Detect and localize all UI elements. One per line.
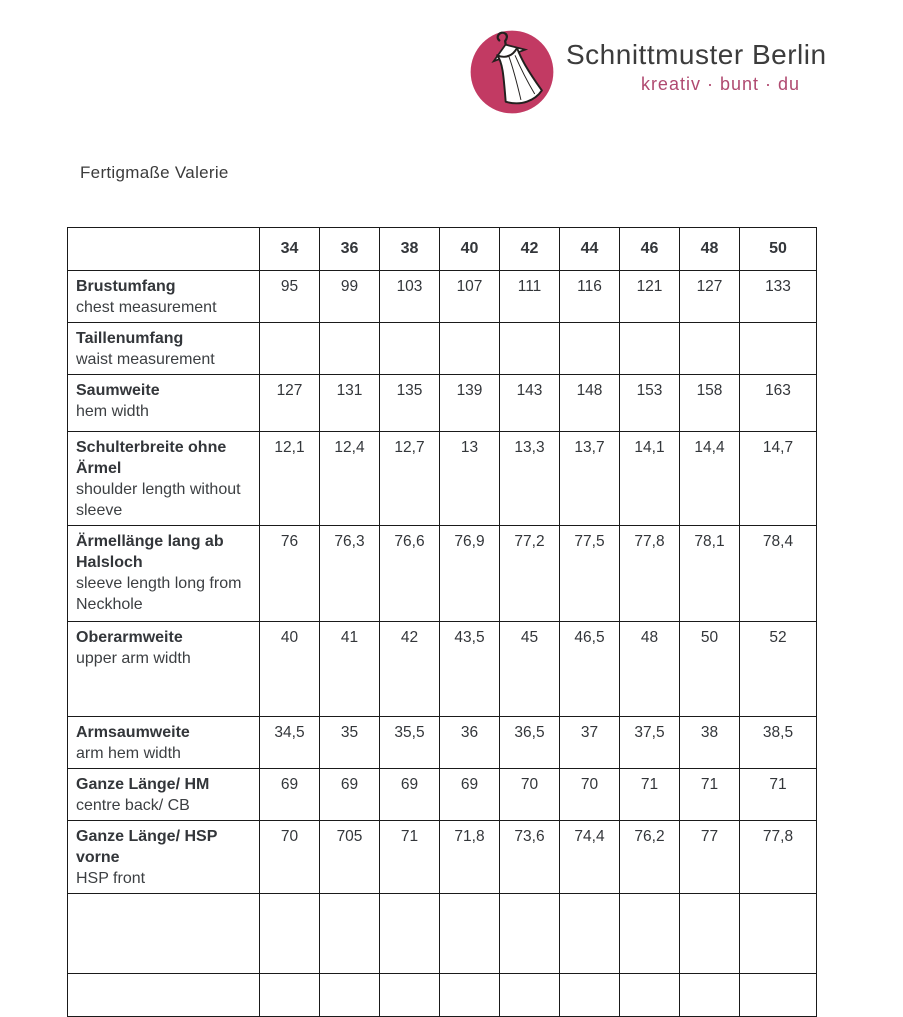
size-column-header: 46 (620, 228, 680, 271)
label-english: upper arm width (76, 650, 191, 667)
table-row (68, 526, 817, 622)
measurement-label-cell (68, 717, 260, 769)
label-english: arm hem width (76, 745, 181, 762)
measurement-value-cell: 40 (260, 622, 320, 717)
measurement-value-cell: 135 (380, 375, 440, 432)
measurement-value-cell: 78,1 (680, 526, 740, 622)
measurement-value-cell: 52 (740, 622, 817, 717)
measurement-value-cell: 14,7 (740, 432, 817, 526)
label-german: Schulterbreite ohne Ärmel (76, 439, 227, 477)
size-column-header: 34 (260, 228, 320, 271)
measurement-value-cell: 76,2 (620, 821, 680, 894)
measurement-label-cell (68, 894, 260, 974)
measurement-value-cell (680, 323, 740, 375)
measurement-value-cell (500, 894, 560, 974)
brand-logo (468, 28, 827, 116)
measurement-value-cell: 705 (320, 821, 380, 894)
measurement-value-cell: 42 (380, 622, 440, 717)
measurement-value-cell: 36,5 (500, 717, 560, 769)
measurement-value-cell (740, 894, 817, 974)
measurement-value-cell (560, 894, 620, 974)
measurement-value-cell: 131 (320, 375, 380, 432)
measurement-value-cell: 148 (560, 375, 620, 432)
measurement-value-cell: 77,2 (500, 526, 560, 622)
measurement-value-cell: 77,8 (620, 526, 680, 622)
measurement-value-cell: 74,4 (560, 821, 620, 894)
measurement-value-cell: 13,7 (560, 432, 620, 526)
measurement-label-cell (68, 769, 260, 821)
measurement-label-cell (68, 323, 260, 375)
measurement-label-cell (68, 271, 260, 323)
label-german: Ganze Länge/ HSP vorne (76, 828, 218, 866)
measurement-value-cell: 71 (620, 769, 680, 821)
measurement-value-cell: 127 (680, 271, 740, 323)
measurement-value-cell: 34,5 (260, 717, 320, 769)
measurement-value-cell (620, 974, 680, 1017)
measurement-value-cell: 71 (680, 769, 740, 821)
label-english: waist measurement (76, 351, 215, 368)
measurement-value-cell: 143 (500, 375, 560, 432)
measurement-value-cell: 139 (440, 375, 500, 432)
measurement-value-cell (380, 323, 440, 375)
size-column-header: 48 (680, 228, 740, 271)
measurement-value-cell: 37,5 (620, 717, 680, 769)
label-german: Saumweite (76, 382, 160, 399)
measurement-value-cell: 73,6 (500, 821, 560, 894)
measurement-value-cell: 127 (260, 375, 320, 432)
measurement-value-cell (560, 323, 620, 375)
measurement-value-cell: 70 (260, 821, 320, 894)
measurement-value-cell: 38,5 (740, 717, 817, 769)
label-english: shoulder length without sleeve (76, 481, 241, 519)
measurement-value-cell: 95 (260, 271, 320, 323)
table-row (68, 622, 817, 717)
measurement-value-cell: 35,5 (380, 717, 440, 769)
measurement-value-cell (380, 974, 440, 1017)
measurement-value-cell: 78,4 (740, 526, 817, 622)
measurement-value-cell: 99 (320, 271, 380, 323)
measurement-label-cell (68, 821, 260, 894)
measurement-value-cell: 14,1 (620, 432, 680, 526)
measurement-value-cell (620, 323, 680, 375)
measurement-value-cell (440, 974, 500, 1017)
measurement-value-cell (320, 323, 380, 375)
label-english: HSP front (76, 870, 146, 887)
measurement-value-cell: 103 (380, 271, 440, 323)
measurement-value-cell (260, 323, 320, 375)
table-row (68, 717, 817, 769)
table-row (68, 769, 817, 821)
size-column-header: 38 (380, 228, 440, 271)
measurement-value-cell: 133 (740, 271, 817, 323)
measurement-value-cell: 12,1 (260, 432, 320, 526)
measurement-value-cell: 36 (440, 717, 500, 769)
measurement-label-cell (68, 432, 260, 526)
measurement-value-cell (560, 974, 620, 1017)
measurement-value-cell: 76,6 (380, 526, 440, 622)
measurement-value-cell: 13 (440, 432, 500, 526)
measurement-value-cell: 69 (320, 769, 380, 821)
table-row (68, 323, 817, 375)
measurement-value-cell (740, 323, 817, 375)
label-german: Ganze Länge/ HM (76, 776, 210, 793)
measurement-value-cell: 77,5 (560, 526, 620, 622)
measurement-value-cell: 14,4 (680, 432, 740, 526)
label-english: chest measurement (76, 299, 217, 316)
measurement-value-cell: 69 (440, 769, 500, 821)
label-english: centre back/ CB (76, 797, 190, 814)
measurement-value-cell: 45 (500, 622, 560, 717)
measurement-value-cell: 76 (260, 526, 320, 622)
brand-tagline: kreativ · bunt · du (640, 73, 800, 94)
measurement-value-cell: 163 (740, 375, 817, 432)
measurement-value-cell (320, 974, 380, 1017)
measurement-value-cell (260, 974, 320, 1017)
measurement-value-cell: 12,4 (320, 432, 380, 526)
measurement-value-cell: 48 (620, 622, 680, 717)
measurement-value-cell: 41 (320, 622, 380, 717)
measurement-value-cell (740, 974, 817, 1017)
measurement-value-cell: 76,9 (440, 526, 500, 622)
table-row (68, 271, 817, 323)
measurement-value-cell: 76,3 (320, 526, 380, 622)
measurement-value-cell: 77,8 (740, 821, 817, 894)
measurement-label-cell (68, 974, 260, 1017)
measurement-value-cell: 77 (680, 821, 740, 894)
table-row (68, 432, 817, 526)
measurement-value-cell: 69 (260, 769, 320, 821)
page-title: Fertigmaße Valerie (80, 163, 229, 182)
measurement-value-cell (320, 894, 380, 974)
measurement-value-cell (500, 323, 560, 375)
measurement-value-cell: 121 (620, 271, 680, 323)
measurement-value-cell: 38 (680, 717, 740, 769)
label-german: Taillenumfang (76, 330, 184, 347)
table-row (68, 821, 817, 894)
measurement-value-cell: 69 (380, 769, 440, 821)
table-row (68, 974, 817, 1017)
table-row (68, 375, 817, 432)
size-column-header: 36 (320, 228, 380, 271)
label-german: Oberarmweite (76, 629, 183, 646)
label-english: hem width (76, 403, 149, 420)
brand-text-block (566, 39, 827, 95)
measurement-value-cell: 37 (560, 717, 620, 769)
label-german: Ärmellänge lang ab Halsloch (76, 533, 224, 571)
measurement-value-cell: 71 (740, 769, 817, 821)
measurement-value-cell: 71 (380, 821, 440, 894)
measurement-value-cell: 35 (320, 717, 380, 769)
brand-name: Schnittmuster Berlin (566, 39, 827, 70)
measurement-value-cell (440, 323, 500, 375)
measurement-value-cell: 46,5 (560, 622, 620, 717)
table-row (68, 894, 817, 974)
measurement-value-cell: 13,3 (500, 432, 560, 526)
measurement-value-cell: 158 (680, 375, 740, 432)
size-header-row (68, 228, 817, 271)
measurement-value-cell (620, 894, 680, 974)
size-chart-table (67, 227, 817, 1017)
measurement-value-cell (440, 894, 500, 974)
measurement-value-cell: 116 (560, 271, 620, 323)
corner-cell (68, 228, 260, 271)
size-table-body (68, 271, 817, 1017)
measurement-value-cell (380, 894, 440, 974)
measurement-value-cell: 12,7 (380, 432, 440, 526)
measurement-value-cell: 43,5 (440, 622, 500, 717)
size-column-header: 44 (560, 228, 620, 271)
size-column-header: 50 (740, 228, 817, 271)
measurement-value-cell: 111 (500, 271, 560, 323)
size-column-header: 42 (500, 228, 560, 271)
measurement-value-cell: 107 (440, 271, 500, 323)
dress-on-hanger-icon (468, 28, 556, 116)
measurement-value-cell (500, 974, 560, 1017)
label-german: Brustumfang (76, 278, 176, 295)
label-german: Armsaumweite (76, 724, 190, 741)
measurement-value-cell (680, 974, 740, 1017)
measurement-value-cell: 70 (500, 769, 560, 821)
measurement-label-cell (68, 622, 260, 717)
measurement-value-cell: 71,8 (440, 821, 500, 894)
measurement-label-cell (68, 526, 260, 622)
label-english: sleeve length long from Neckhole (76, 575, 242, 613)
measurement-label-cell (68, 375, 260, 432)
measurement-value-cell (680, 894, 740, 974)
size-column-header: 40 (440, 228, 500, 271)
measurement-value-cell: 70 (560, 769, 620, 821)
measurement-value-cell: 153 (620, 375, 680, 432)
measurement-value-cell (260, 894, 320, 974)
measurement-value-cell: 50 (680, 622, 740, 717)
